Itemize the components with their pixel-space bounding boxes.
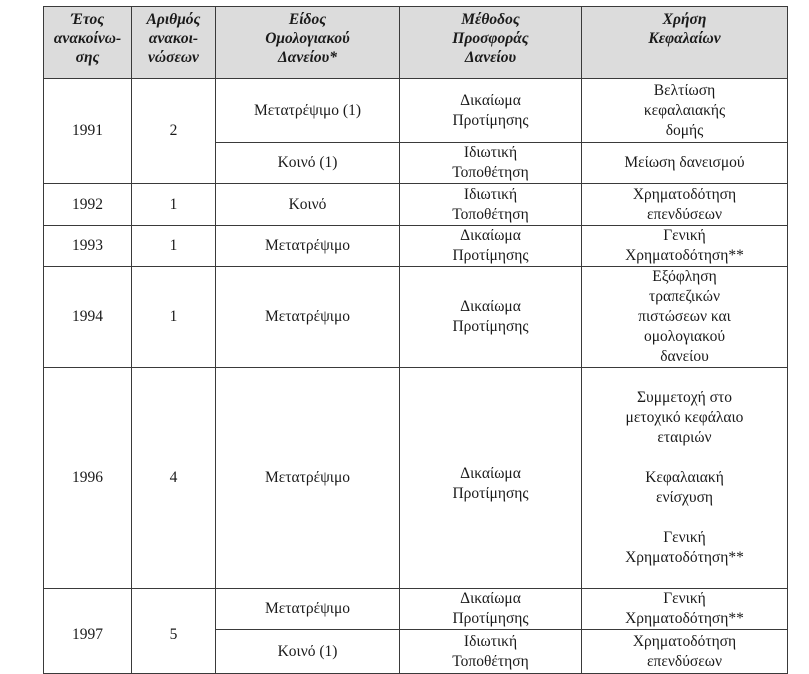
offer-method-cell: Δικαίωμα Προτίμησης	[400, 267, 582, 368]
count-cell: 1	[132, 267, 216, 368]
use-of-funds-line: Γενική Χρηματοδότηση**	[625, 529, 744, 566]
table-row	[44, 368, 788, 589]
bond-type-cell: Κοινό	[216, 184, 400, 226]
header-year: Έτος ανακοίνω- σης	[44, 7, 132, 79]
year-cell: 1991	[44, 79, 132, 184]
year-cell: 1993	[44, 226, 132, 267]
count-cell: 2	[132, 79, 216, 184]
bond-type-cell: Κοινό (1)	[216, 143, 400, 184]
table-row	[44, 79, 788, 143]
use-of-funds-cell: Μείωση δανεισμού	[582, 143, 788, 184]
bond-type-cell: Μετατρέψιμο	[216, 267, 400, 368]
count-cell: 1	[132, 226, 216, 267]
table-row	[44, 267, 788, 368]
year-cell: 1992	[44, 184, 132, 226]
offer-method-cell: Δικαίωμα Προτίμησης	[400, 368, 582, 589]
bond-type-cell: Κοινό (1)	[216, 630, 400, 674]
use-of-funds-line: Συμμετοχή στο μετοχικό κεφάλαιο εταιριών	[625, 389, 744, 446]
offer-method-cell: Ιδιωτική Τοποθέτηση	[400, 143, 582, 184]
offer-method-cell: Ιδιωτική Τοποθέτηση	[400, 184, 582, 226]
use-of-funds-cell: Χρηματοδότηση επενδύσεων	[582, 630, 788, 674]
header-use-of-funds: Χρήση Κεφαλαίων	[582, 7, 788, 79]
use-of-funds-cell: Εξόφληση τραπεζικών πιστώσεων και ομολογιακού δανείου	[582, 267, 788, 368]
use-of-funds-cell: Χρηματοδότηση επενδύσεων	[582, 184, 788, 226]
use-of-funds-line: Κεφαλαιακή ενίσχυση	[645, 469, 724, 506]
bond-type-cell: Μετατρέψιμο	[216, 368, 400, 589]
use-of-funds-cell: Βελτίωση κεφαλαιακής δομής	[582, 79, 788, 143]
table-row	[44, 184, 788, 226]
offer-method-cell: Δικαίωμα Προτίμησης	[400, 79, 582, 143]
table-row	[44, 589, 788, 630]
year-cell: 1994	[44, 267, 132, 368]
use-of-funds-cell: Γενική Χρηματοδότηση**	[582, 589, 788, 630]
year-cell: 1997	[44, 589, 132, 674]
offer-method-cell: Δικαίωμα Προτίμησης	[400, 226, 582, 267]
table-header-row	[44, 7, 788, 79]
header-count: Αριθμός ανακοι- νώσεων	[132, 7, 216, 79]
use-of-funds-cell: Γενική Χρηματοδότηση**	[582, 226, 788, 267]
use-of-funds-cell	[582, 368, 788, 589]
bond-type-cell: Μετατρέψιμο	[216, 226, 400, 267]
bond-issues-table	[43, 6, 788, 674]
count-cell: 4	[132, 368, 216, 589]
table-row	[44, 226, 788, 267]
bond-type-cell: Μετατρέψιμο (1)	[216, 79, 400, 143]
offer-method-cell: Ιδιωτική Τοποθέτηση	[400, 630, 582, 674]
bond-type-cell: Μετατρέψιμο	[216, 589, 400, 630]
count-cell: 5	[132, 589, 216, 674]
header-offer-method: Μέθοδος Προσφοράς Δανείου	[400, 7, 582, 79]
count-cell: 1	[132, 184, 216, 226]
header-bond-type: Είδος Ομολογιακού Δανείου*	[216, 7, 400, 79]
offer-method-cell: Δικαίωμα Προτίμησης	[400, 589, 582, 630]
year-cell: 1996	[44, 368, 132, 589]
